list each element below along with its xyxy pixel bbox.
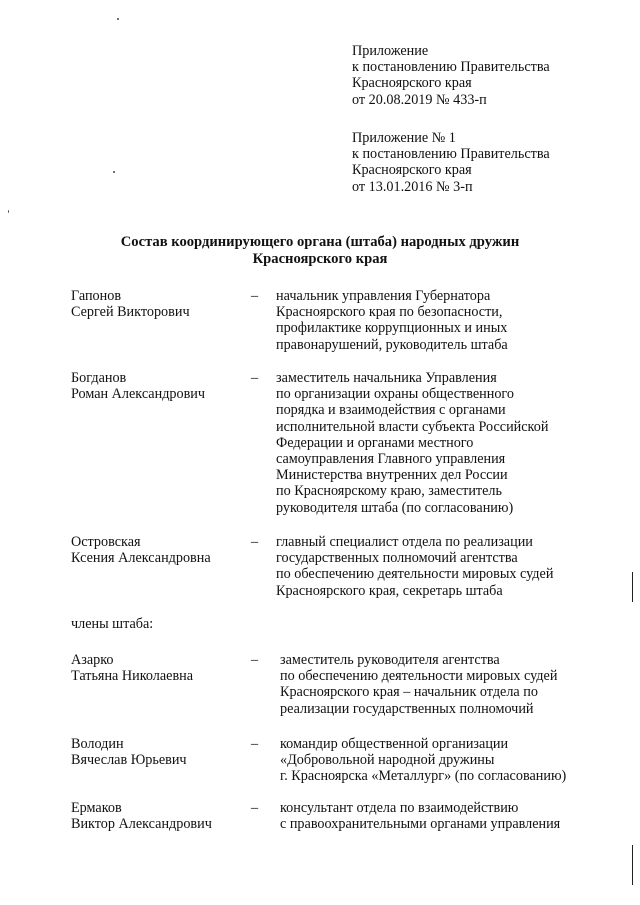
- appendix-main-line: от 20.08.2019 № 433-п: [352, 91, 487, 108]
- member-name: [71, 736, 187, 768]
- entry-dash: –: [251, 800, 259, 816]
- surname: Ермаков: [71, 800, 122, 816]
- appendix-main-line: к постановлению Правительства: [352, 59, 550, 76]
- role-line: Министерства внутренних дел России: [276, 467, 508, 484]
- member-role: [280, 800, 560, 832]
- member-name: [71, 652, 193, 684]
- scan-speck: [117, 18, 119, 20]
- appendix-prev-line: от 13.01.2016 № 3-п: [352, 178, 473, 195]
- role-line: «Добровольной народной дружины: [280, 752, 495, 769]
- member-name: [71, 800, 212, 832]
- role-line: заместитель начальника Управления: [276, 370, 497, 386]
- member-role: [276, 288, 508, 353]
- role-line: консультант отдела по взаимодействию: [280, 800, 519, 816]
- role-line: Федерации и органами местного: [276, 434, 474, 451]
- scan-speck: [8, 210, 9, 213]
- appendix-main-line: Красноярского края: [352, 75, 472, 92]
- given-names: Татьяна Николаевна: [71, 668, 194, 685]
- entry-dash: –: [251, 288, 259, 304]
- entry-dash: –: [251, 370, 259, 386]
- title-line: Красноярского края: [252, 251, 388, 267]
- scan-edge-mark: [632, 572, 633, 602]
- given-names: Вячеслав Юрьевич: [71, 752, 187, 769]
- role-line: по организации охраны общественного: [276, 386, 514, 403]
- role-line: главный специалист отдела по реализации: [276, 534, 533, 550]
- given-names: Виктор Александрович: [71, 816, 212, 833]
- role-line: заместитель руководителя агентства: [280, 652, 500, 668]
- given-names: Ксения Александровна: [71, 550, 211, 567]
- surname: Гапонов: [71, 288, 122, 304]
- entry-dash: –: [251, 652, 259, 668]
- document-title: [0, 234, 640, 268]
- role-line: Красноярского края по безопасности,: [276, 304, 503, 321]
- member-name: [71, 288, 190, 320]
- member-name: [71, 534, 211, 566]
- given-names: Сергей Викторович: [71, 304, 190, 321]
- surname: Богданов: [71, 370, 127, 386]
- appendix-main-line: Приложение: [352, 43, 429, 59]
- member-role: [280, 736, 566, 785]
- role-line: г. Красноярска «Металлург» (по согласованию): [280, 768, 567, 785]
- role-line: государственных полномочий агентства: [276, 550, 518, 567]
- given-names: Роман Александрович: [71, 386, 206, 403]
- member-role: [280, 652, 557, 717]
- scan-speck: [113, 171, 115, 173]
- role-line: руководителя штаба (по согласованию): [276, 499, 514, 516]
- scan-edge-mark: [632, 845, 633, 885]
- role-line: исполнительной власти субъекта Российской: [276, 418, 549, 435]
- member-role: [276, 534, 553, 599]
- entry-dash: –: [251, 534, 259, 550]
- role-line: самоуправления Главного управления: [276, 450, 506, 467]
- appendix-previous: [352, 130, 550, 195]
- surname: Азарко: [71, 652, 114, 668]
- role-line: по Красноярскому краю, заместитель: [276, 483, 502, 500]
- member-role: [276, 370, 548, 516]
- appendix-prev-line: к постановлению Правительства: [352, 146, 550, 163]
- role-line: профилактике коррупционных и иных: [276, 320, 508, 337]
- appendix-main: [352, 43, 550, 108]
- members-label: члены штаба:: [71, 616, 154, 632]
- appendix-prev-line: Красноярского края: [352, 162, 472, 179]
- appendix-prev-line: Приложение № 1: [352, 130, 456, 146]
- role-line: с правоохранительными органами управления: [280, 816, 561, 833]
- role-line: порядка и взаимодействия с органами: [276, 402, 506, 419]
- surname: Володин: [71, 736, 124, 752]
- role-line: правонарушений, руководитель штаба: [276, 336, 508, 353]
- surname: Островская: [71, 534, 141, 550]
- role-line: командир общественной организации: [280, 736, 509, 752]
- role-line: Красноярского края, секретарь штаба: [276, 582, 503, 599]
- role-line: Красноярского края – начальник отдела по: [280, 684, 538, 701]
- member-name: [71, 370, 205, 402]
- role-line: по обеспечению деятельности мировых судей: [280, 668, 558, 685]
- role-line: начальник управления Губернатора: [276, 288, 491, 304]
- role-line: по обеспечению деятельности мировых судей: [276, 566, 554, 583]
- role-line: реализации государственных полномочий: [280, 700, 534, 717]
- entry-dash: –: [251, 736, 259, 752]
- title-line: Состав координирующего органа (штаба) народных дружин: [120, 234, 520, 250]
